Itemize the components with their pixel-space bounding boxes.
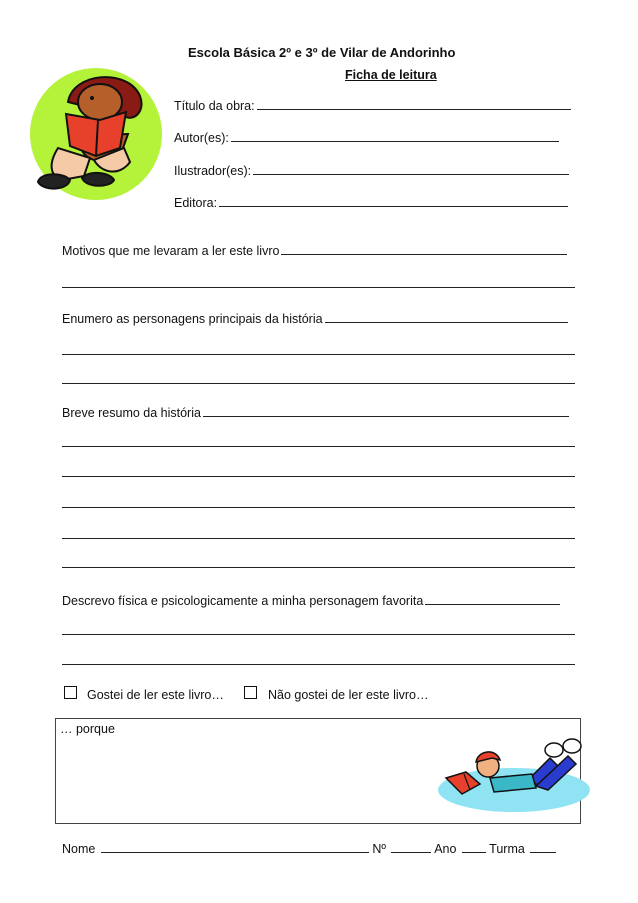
number-input[interactable] — [391, 840, 431, 853]
number-label: Nº — [372, 842, 386, 856]
form-title: Ficha de leitura — [345, 68, 437, 82]
answer-line[interactable] — [62, 446, 575, 447]
answer-line[interactable] — [62, 287, 575, 288]
title-line[interactable] — [257, 97, 571, 110]
author-field[interactable] — [174, 129, 559, 145]
publisher-field[interactable] — [174, 194, 568, 210]
footer-line[interactable] — [62, 840, 556, 856]
favorite-question[interactable] — [62, 592, 560, 608]
illustrator-line[interactable] — [253, 162, 569, 175]
summary-label: Breve resumo da história — [62, 406, 201, 420]
summary-question[interactable] — [62, 404, 569, 420]
answer-line[interactable] — [62, 664, 575, 665]
disliked-label: Não gostei de ler este livro… — [268, 688, 429, 702]
because-label: … porque — [60, 722, 115, 736]
liked-checkbox[interactable] — [64, 686, 77, 699]
answer-line[interactable] — [62, 507, 575, 508]
illustrator-field[interactable] — [174, 162, 569, 178]
year-label: Ano — [434, 842, 457, 856]
motives-label: Motivos que me levaram a ler este livro — [62, 244, 280, 258]
answer-line[interactable] — [62, 567, 575, 568]
favorite-label: Descrevo física e psicologicamente a minha personagem favorita — [62, 594, 424, 608]
favorite-line[interactable] — [425, 592, 560, 605]
answer-line[interactable] — [62, 476, 575, 477]
disliked-checkbox[interactable] — [244, 686, 257, 699]
answer-line[interactable] — [62, 383, 575, 384]
name-label: Nome — [62, 842, 96, 856]
characters-line[interactable] — [325, 310, 568, 323]
summary-line[interactable] — [203, 404, 569, 417]
girl-reading-book-icon — [28, 64, 168, 204]
answer-line[interactable] — [62, 354, 575, 355]
year-input[interactable] — [462, 840, 486, 853]
name-input[interactable] — [101, 840, 369, 853]
motives-line[interactable] — [281, 242, 567, 255]
publisher-label: Editora: — [174, 196, 218, 210]
illustrator-label: Ilustrador(es): — [174, 164, 252, 178]
class-label: Turma — [489, 842, 525, 856]
title-field[interactable] — [174, 97, 571, 113]
author-label: Autor(es): — [174, 131, 229, 145]
characters-label: Enumero as personagens principais da história — [62, 312, 323, 326]
liked-label: Gostei de ler este livro… — [87, 688, 224, 702]
characters-question[interactable] — [62, 310, 568, 326]
author-line[interactable] — [231, 129, 559, 142]
answer-line[interactable] — [62, 538, 575, 539]
answer-line[interactable] — [62, 634, 575, 635]
class-input[interactable] — [530, 840, 556, 853]
motives-question[interactable] — [62, 242, 567, 258]
boy-lying-reading-icon — [432, 728, 592, 814]
school-name: Escola Básica 2º e 3º de Vilar de Andorinho — [188, 45, 456, 60]
title-label: Título da obra: — [174, 99, 255, 113]
publisher-line[interactable] — [219, 194, 568, 207]
